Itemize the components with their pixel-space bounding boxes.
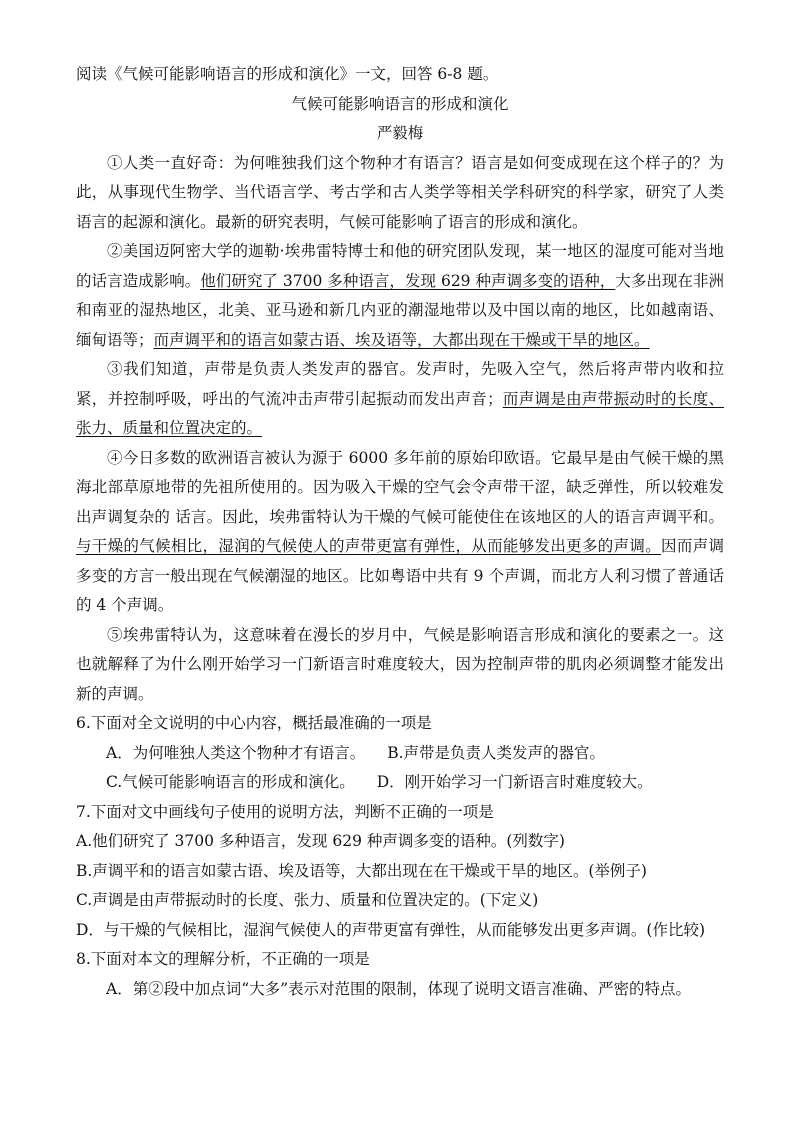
question-7-option-d[interactable]: D．与干燥的气候相比，湿润气候使人的声带更富有弹性，从而能够发出更多声调。(作比较) <box>76 920 706 939</box>
paragraph-3 <box>76 355 724 444</box>
question-6-option-d[interactable]: D．刚开始学习一门新语言时难度较大。 <box>376 773 653 791</box>
question-7-option-a[interactable]: A.他们研究了 3700 多种语言，发现 629 种声调多变的语种。(列数字) <box>76 832 565 850</box>
question-7-option-b[interactable]: B.声调平和的语言如蒙古语、埃及语等，大都出现在在干燥或干旱的地区。(举例子) <box>76 861 647 880</box>
question-6-options-row-2 <box>76 768 724 798</box>
question-6-option-a[interactable]: A．为何唯独人类这个物种才有语言。 <box>106 743 366 762</box>
article-title: 气候可能影响语言的形成和演化 <box>291 94 509 113</box>
question-8-stem: 8.下面对本文的理解分析，不正确的一项是 <box>76 950 370 968</box>
reading-intro: 阅读《气候可能影响语言的形成和演化》一文，回答 6-8 题。 <box>76 65 499 83</box>
underlined-sentence-1: 他们研究了 3700 多种语言，发现 629 种声调多变的语种， <box>200 271 616 290</box>
article-author: 严毅梅 <box>376 124 424 142</box>
paragraph-2-text-a: ②美国迈阿密大学的迦勒·埃弗雷特博士和他的研究团队发现，某一地区的湿度可能对当地的话言造成影响。 <box>76 242 724 290</box>
paragraph-1: ①人类一直好奇：为何唯独我们这个物种才有语言？语言是如何变成现在这个样子的？为此，从事现代生物学、当代语言学、考古学和古人类学等相关学科研究的科学家，研究了人类语言的起源和演化。最新的研究表明，气候可能影响了语言的形成和演化。 <box>76 153 724 231</box>
paragraph-2-text-b: 大多出现在非洲和南亚的湿热地区，北美、亚马逊和新几内亚的潮湿地带以及中国以南的地区，比如越南语、缅甸语等； <box>76 271 724 349</box>
underlined-sentence-4: 与干燥的气候相比，湿润的气候使人的声带更富有弹性，从而能够发出更多的声调。 <box>76 537 662 555</box>
underlined-sentence-2: 而声调平和的语言如蒙古语、埃及语等，大都出现在干燥或干旱的地区。 <box>153 330 650 349</box>
paragraph-2 <box>76 237 724 355</box>
question-6-stem: 6.下面对全文说明的中心内容，概括最准确的一项是 <box>76 714 432 732</box>
question-7-option-c[interactable]: C.声调是由声带振动时的长度、张力、质量和位置决定的。(下定义) <box>76 891 539 909</box>
question-6-option-b[interactable]: B.声带是负责人类发声的器官。 <box>387 743 606 762</box>
paragraph-5: ⑤埃弗雷特认为，这意味着在漫长的岁月中，气候是影响语言形成和演化的要素之一。这也就解释了为什么刚开始学习一门新语言时难度较大，因为控制声带的肌肉必须调整才能发出新的声调。 <box>76 625 724 703</box>
paragraph-4-text-b: 因而声调多变的方言一般出现在气候潮湿的地区。比如粤语中共有 9 个声调，而北方人利习惯了普通话的 4 个声调。 <box>76 537 724 614</box>
paragraph-4-text-a: ④今日多数的欧洲语言被认为源于 6000 多年前的原始印欧语。它最早是由气候干燥的黑海北部草原地带的先祖所使用的。因为吸入干燥的空气会令声带干涩，缺乏弹性，所以较难发出声调复杂的 话言。因此，埃弗雷特认为干燥的气候可能使住在该地区的人的语言声调平和。 <box>76 448 724 526</box>
question-6-options-row-1 <box>76 739 724 769</box>
question-6-option-c[interactable]: C.气候可能影响语言的形成和演化。 <box>106 773 355 791</box>
underlined-sentence-3: 而声调是由声带振动时的长度、张力、质量和位置决定的。 <box>76 389 724 437</box>
question-8-option-a[interactable]: A．第②段中加点词“大多”表示对范围的限制，体现了说明文语言准确、严密的特点。 <box>106 979 692 998</box>
paragraph-3-text: ③我们知道，声带是负责人类发声的器官。发声时，先吸入空气，然后将声带内收和拉紧，并控制呼吸，呼出的气流冲击声带引起振动而发出声音； <box>76 360 724 408</box>
paragraph-4 <box>76 444 724 621</box>
question-7-stem: 7.下面对文中画线句子使用的说明方法，判断不正确的一项是 <box>76 802 494 821</box>
